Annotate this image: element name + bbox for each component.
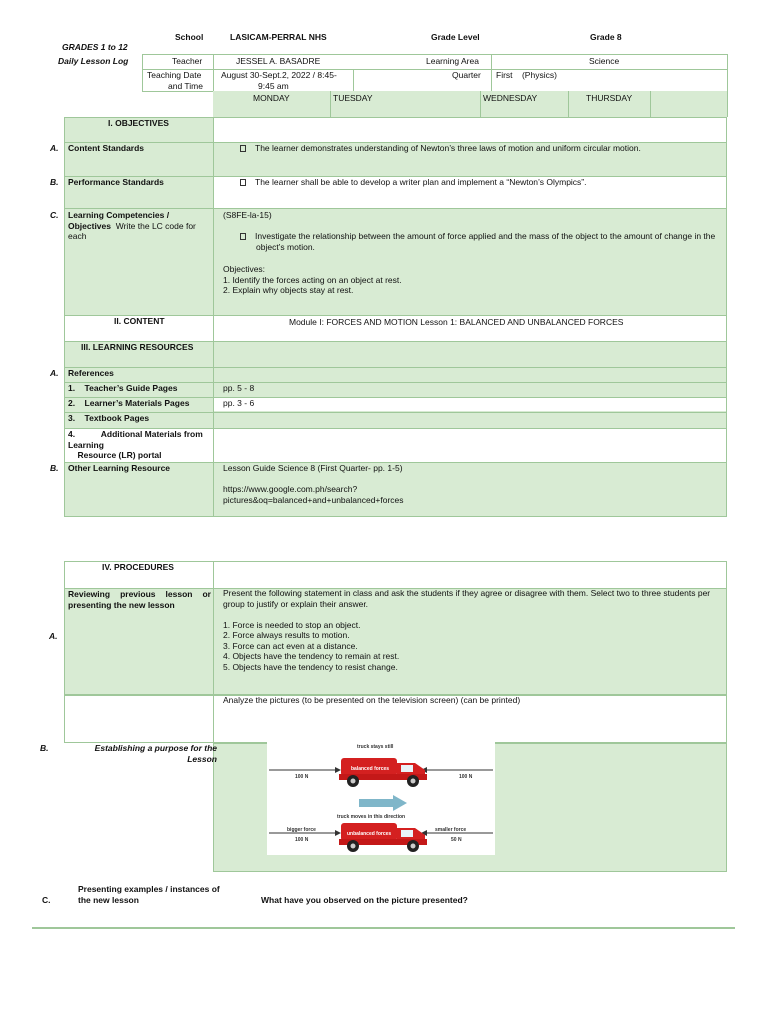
content-heading: II. CONTENT xyxy=(114,316,165,326)
school-label: School xyxy=(175,32,204,42)
left-force-top: 100 N xyxy=(295,774,309,780)
procedure-a-letter: A. xyxy=(49,631,58,641)
date-label-line1: Teaching Date xyxy=(147,70,202,80)
content-standards-label: Content Standards xyxy=(68,143,145,153)
teacher-value: JESSEL A. BASADRE xyxy=(236,56,321,66)
top-caption: truck stays still xyxy=(357,744,394,750)
grade-level-value: Grade 8 xyxy=(590,32,622,42)
day-tuesday: TUESDAY xyxy=(333,93,373,103)
procedure-b-letter: B. xyxy=(40,743,49,753)
resources-heading: III. LEARNING RESOURCES xyxy=(81,342,194,352)
other-resource-value: Lesson Guide Science 8 (First Quarter- pp. 1-5) https://www.google.com.ph/search? pictures&oq=balanced+and+unbalanced+forces xyxy=(223,463,404,505)
bottom-truck-label: unbalanced forces xyxy=(347,831,392,837)
date-value-line2: 9:45 am xyxy=(258,81,289,91)
textbook-pages-label: 3. Textbook Pages xyxy=(68,413,150,423)
objective-b-letter: B. xyxy=(50,177,59,187)
reviewing-label: Reviewing previous lesson or presenting the new lesson xyxy=(68,589,211,610)
arrow-right-icon xyxy=(335,767,341,773)
date-label-line2: and Time xyxy=(168,81,203,91)
bigger-force-label: bigger force xyxy=(287,827,316,833)
lesson-objectives: Objectives: 1. Identify the forces acting on an object at rest. 2. Explain why objects stay at rest. xyxy=(223,264,402,295)
teachers-guide-value: pp. 5 - 8 xyxy=(223,383,255,393)
establishing-purpose-label: Establishing a purpose for the Lesson xyxy=(94,743,217,764)
grade-level-label: Grade Level xyxy=(431,32,480,42)
learners-materials-label: 2. Learner’s Materials Pages xyxy=(68,398,190,408)
teacher-label: Teacher xyxy=(172,56,203,66)
forces-diagram-svg xyxy=(267,741,495,855)
other-resource-label: Other Learning Resource xyxy=(68,463,171,473)
analyze-text: Analyze the pictures (to be presented on the television screen) (can be printed) xyxy=(223,695,521,705)
school-value: LASICAM-PERRAL NHS xyxy=(230,32,327,42)
day-monday: MONDAY xyxy=(253,93,290,103)
competency-bullet: Investigate the relationship between the amount of force applied and the mass of the object to the amount of change in the object’s motion. xyxy=(240,231,726,252)
content-standards-text: The learner demonstrates understanding of Newton’s three laws of motion and uniform circular motion. xyxy=(240,143,720,153)
resources-b-letter: B. xyxy=(50,463,59,473)
quarter-value: First (Physics) xyxy=(496,70,557,80)
quarter-label: Quarter xyxy=(452,70,481,80)
log-title-line2: Daily Lesson Log xyxy=(58,56,129,66)
arrow-right-icon xyxy=(335,830,341,836)
teachers-guide-label: 1. Teacher’s Guide Pages xyxy=(68,383,178,393)
objective-a-letter: A. xyxy=(50,143,59,153)
competency-code: (S8FE-la-15) xyxy=(223,210,272,220)
observation-question: What have you observed on the picture presented? xyxy=(261,895,468,905)
learning-area-label: Learning Area xyxy=(426,56,479,66)
references-label: References xyxy=(68,368,114,378)
date-value-line1: August 30-Sept.2, 2022 / 8:45- xyxy=(221,70,337,80)
resources-a-letter: A. xyxy=(50,368,59,378)
performance-standards-text: The learner shall be able to develop a writer plan and implement a “Newton’s Olympics”. xyxy=(240,177,720,187)
truck-bottom-icon xyxy=(339,823,427,852)
balanced-unbalanced-forces-figure xyxy=(267,741,495,855)
bigger-force-value: 100 N xyxy=(295,837,309,843)
content-text: Module I: FORCES AND MOTION Lesson 1: BALANCED AND UNBALANCED FORCES xyxy=(289,317,624,327)
learning-area-value: Science xyxy=(589,56,620,66)
direction-arrow-icon xyxy=(359,799,393,807)
bottom-divider xyxy=(32,927,735,929)
day-thursday: THURSDAY xyxy=(586,93,633,103)
objectives-heading: I. OBJECTIVES xyxy=(108,118,169,128)
presenting-examples-label: Presenting examples / instances of the new lesson xyxy=(78,884,220,905)
checkbox-bullet-icon xyxy=(240,145,246,152)
log-title-line1: GRADES 1 to 12 xyxy=(62,42,128,52)
smaller-force-value: 50 N xyxy=(451,837,462,843)
right-force-top: 100 N xyxy=(459,774,473,780)
reviewing-text: Present the following statement in class and ask the students if they agree or disagree with them. Select two to three students per group to justify or explain their answer. 1. Force is needed to stop an object. 2. Force always results to motion. 3. Force can act even at a distance. 4. Objects have the tendency to remain at rest. 5. Objects have the tendency to resist change. xyxy=(223,588,711,672)
performance-standards-label: Performance Standards xyxy=(68,177,164,187)
additional-materials-label: 4. Additional Materials from Learning Resource (LR) portal xyxy=(68,429,203,460)
day-wednesday: WEDNESDAY xyxy=(483,93,538,103)
checkbox-bullet-icon xyxy=(240,233,246,240)
top-truck-label: balanced forces xyxy=(351,766,390,772)
truck-top-icon xyxy=(339,758,427,787)
procedures-heading: IV. PROCEDURES xyxy=(102,562,174,572)
checkbox-bullet-icon xyxy=(240,179,246,186)
middle-caption: truck moves in this direction xyxy=(337,814,406,820)
procedure-c-letter: C. xyxy=(42,895,51,905)
learners-materials-value: pp. 3 - 6 xyxy=(223,398,255,408)
objective-c-letter: C. xyxy=(50,210,59,220)
smaller-force-label: smaller force xyxy=(435,827,467,833)
competencies-label: Learning Competencies / Objectives Write the LC code for each xyxy=(68,210,196,241)
